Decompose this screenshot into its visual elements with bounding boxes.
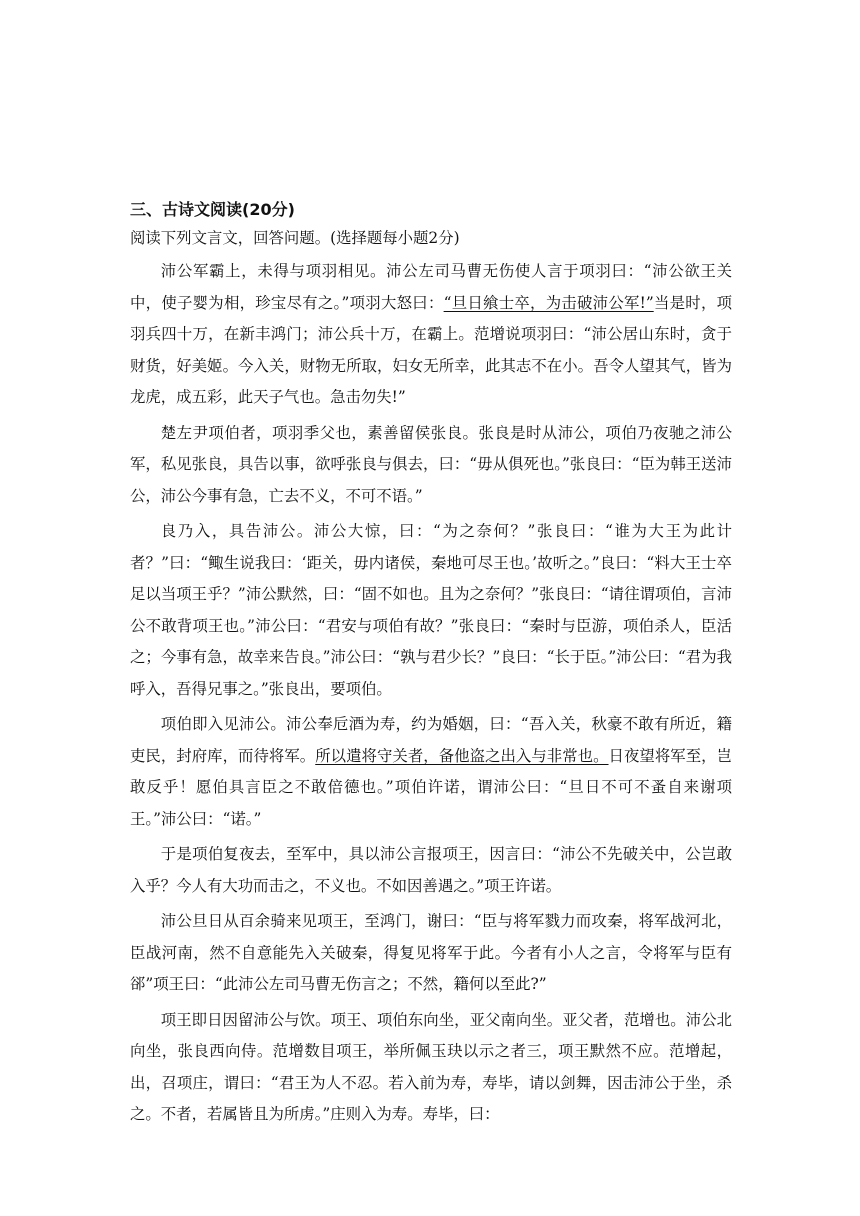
- paragraph-text: 项伯即入见沛公。沛公奉卮酒为寿，约为婚姻，曰：“吾入关，秋豪不敢有所近，籍吏民，封府库，而待将军。: [130, 715, 732, 765]
- paragraph-text: 沛公军霸上，未得与项羽相见。沛公左司马曹无伤使人言于项羽曰：“沛公欲王关中，使子婴为相，珍宝尽有之。”项羽大怒曰：: [130, 262, 732, 312]
- paragraph-text: 当是时，项羽兵四十万，在新丰鸿门；沛公兵十万，在霸上。范增说项羽曰：“沛公居山东时，贪于财货，好美姬。今入关，财物无所取，妇女无所幸，此其志不在小。吾令人望其气，皆为龙虎，成五彩，此天子气也。急击勿失!”: [130, 293, 732, 406]
- paragraph-text: 日夜望将军至，岂敢反乎！愿伯具言臣之不敢倍德也。”项伯许诺，谓沛公曰：“旦日不可不蚤自来谢项王。”沛公曰：“诺。”: [130, 746, 732, 828]
- paragraph-text: 项王即日因留沛公与饮。项王、项伯东向坐，亚父南向坐。亚父者，范增也。沛公北向坐，张良西向侍。范增数目项王，举所佩玉玦以示之者三，项王默然不应。范增起，出，召项庄，谓曰：“君王为人不忍。若入前为寿，寿毕，请以剑舞，因击沛公于坐，杀之。不者，若属皆且为所虏。”庄则入为寿。寿毕，曰：: [130, 1010, 732, 1123]
- section-heading: 三、古诗文阅读(20分): [130, 200, 295, 219]
- paragraph-2: [130, 418, 732, 513]
- underlined-sentence: “旦日飨士卒，为击破沛公军!”: [443, 293, 654, 312]
- document-page: [130, 196, 732, 1135]
- paragraph-6: [130, 906, 732, 1001]
- paragraph-text: 沛公旦日从百余骑来见项王，至鸿门，谢曰：“臣与将军戮力而攻秦，将军战河北，臣战河南，然不自意能先入关破秦，得复见将军于此。今者有小人之言，令将军与臣有郤”项王曰：“此沛公左司马曹无伤言之；不然，籍何以至此?”: [130, 912, 732, 993]
- paragraph-3: [130, 516, 732, 705]
- paragraph-text: 于是项伯复夜去，至军中，具以沛公言报项王，因言曰：“沛公不先破关中，公岂敢入乎？今人有大功而击之，不义也。不如因善遇之。”项王许诺。: [130, 845, 732, 895]
- instruction-text: 阅读下列文言文，回答问题。(选择题每小题2分): [130, 229, 460, 247]
- paragraph-text: 良乃入，具告沛公。沛公大惊，曰：“为之奈何？”张良曰：“谁为大王为此计者？”曰：“鲰生说我曰：‘距关，毋内诸侯，秦地可尽王也。’故听之。”良曰：“料大王士卒足以当项王乎？”沛公默然，曰：“固不如也。且为之奈何？”张良曰：“请往谓项伯，言沛公不敢背项王也。”沛公曰：“君安与项伯有故？”张良曰：“秦时与臣游，项伯杀人，臣活之；今事有急，故幸来告良。”沛公曰：“孰与君少长？”良曰：“长于臣。”沛公曰：“君为我呼入，吾得兄事之。”张良出，要项伯。: [130, 522, 732, 698]
- paragraph-7: [130, 1005, 732, 1131]
- underlined-sentence: 所以遣将守关者，备他盗之出入与非常也。: [315, 746, 609, 765]
- paragraph-4: [130, 709, 732, 835]
- paragraph-1: [130, 256, 732, 414]
- paragraph-5: [130, 839, 732, 902]
- paragraph-text: 楚左尹项伯者，项羽季父也，素善留侯张良。张良是时从沛公，项伯乃夜驰之沛公军，私见张良，具告以事，欲呼张良与俱去，曰：“毋从俱死也。”张良曰：“臣为韩王送沛公，沛公今事有急，亡去不义，不可不语。”: [130, 423, 732, 505]
